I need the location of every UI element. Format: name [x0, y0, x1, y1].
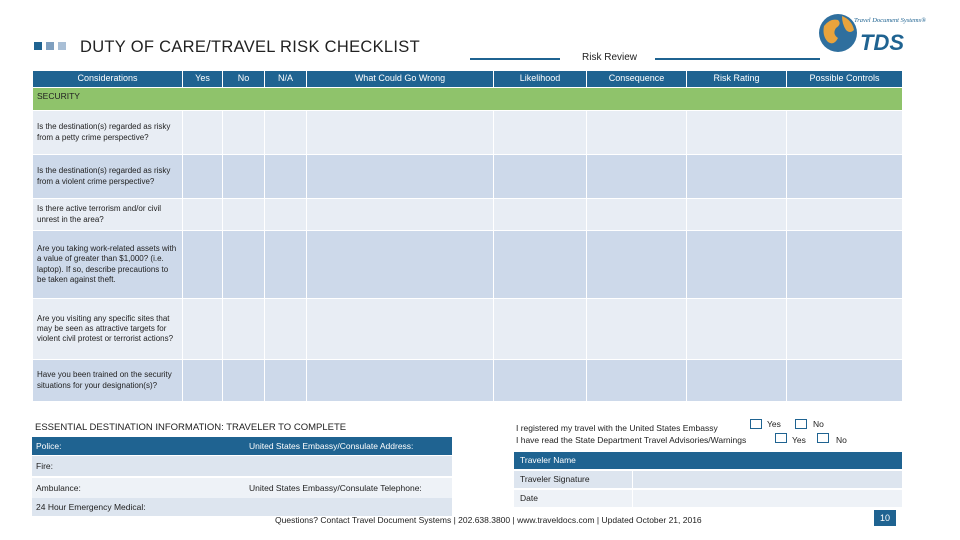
no-cell[interactable]: [223, 155, 265, 199]
question-cell: Are you taking work-related assets with a value of greater than $1,000? (i.e. laptop). If so, describe precautions to be taken against theft.: [33, 231, 183, 299]
col-header-possible-controls: Possible Controls: [787, 71, 903, 88]
advisories-text: I have read the State Department Travel Advisories/Warnings: [516, 435, 747, 445]
yes-cell[interactable]: [183, 231, 223, 299]
page-title: DUTY OF CARE/TRAVEL RISK CHECKLIST: [80, 38, 420, 56]
consequence-cell[interactable]: [587, 199, 687, 231]
registered-yes-checkbox[interactable]: [750, 419, 762, 429]
col-header-yes: Yes: [183, 71, 223, 88]
table-row: [33, 155, 903, 199]
section-label: SECURITY: [33, 88, 903, 111]
na-cell[interactable]: [265, 199, 307, 231]
col-header-considerations: Considerations: [33, 71, 183, 88]
fire-label: Fire:: [36, 461, 53, 471]
title-divider: [470, 58, 560, 60]
what-could-go-wrong-cell[interactable]: [307, 199, 494, 231]
company-logo: [816, 8, 936, 58]
yes-cell[interactable]: [183, 111, 223, 155]
registered-no-checkbox[interactable]: [795, 419, 807, 429]
question-cell: Are you visiting any specific sites that may be seen as attractive targets for violent civil protest or terrorist actions?: [33, 299, 183, 360]
no-cell[interactable]: [223, 299, 265, 360]
advisories-no-label: No: [836, 435, 847, 445]
col-header-no: No: [223, 71, 265, 88]
emergency-medical-label: 24 Hour Emergency Medical:: [36, 502, 146, 512]
question-cell: Is the destination(s) regarded as risky from a petty crime perspective?: [33, 111, 183, 155]
likelihood-cell[interactable]: [494, 231, 587, 299]
traveler-name-field[interactable]: [514, 452, 902, 469]
consequence-cell[interactable]: [587, 155, 687, 199]
na-cell[interactable]: [265, 360, 307, 402]
advisories-no-checkbox[interactable]: [817, 433, 829, 443]
traveler-name-label: Traveler Name: [520, 455, 576, 465]
risk-review-label: Risk Review: [582, 52, 638, 63]
likelihood-cell[interactable]: [494, 111, 587, 155]
ambulance-label: Ambulance:: [36, 483, 81, 493]
risk-rating-cell[interactable]: [687, 360, 787, 402]
registered-embassy-text: I registered my travel with the United States Embassy: [516, 423, 718, 433]
possible-controls-cell[interactable]: [787, 360, 903, 402]
embassy-phone-label: United States Embassy/Consulate Telephone:: [249, 483, 422, 493]
date-field[interactable]: [514, 490, 902, 507]
footer-contact: Questions? Contact Travel Document Systems | 202.638.3800 | www.traveldocs.com | Updated October 21, 2016: [275, 515, 702, 525]
yes-cell[interactable]: [183, 199, 223, 231]
police-label: Police:: [36, 441, 62, 451]
registered-no-label: No: [813, 419, 824, 429]
possible-controls-cell[interactable]: [787, 155, 903, 199]
yes-cell[interactable]: [183, 360, 223, 402]
question-cell: Is the destination(s) regarded as risky from a violent crime perspective?: [33, 155, 183, 199]
consequence-cell[interactable]: [587, 299, 687, 360]
page-number: 10: [874, 510, 896, 526]
risk-rating-cell[interactable]: [687, 199, 787, 231]
likelihood-cell[interactable]: [494, 299, 587, 360]
ambulance-field[interactable]: [32, 478, 452, 498]
embassy-address-label: United States Embassy/Consulate Address:: [249, 441, 414, 451]
date-label: Date: [520, 493, 538, 503]
risk-rating-cell[interactable]: [687, 155, 787, 199]
likelihood-cell[interactable]: [494, 155, 587, 199]
essential-info-title: ESSENTIAL DESTINATION INFORMATION: TRAVELER TO COMPLETE: [35, 422, 347, 433]
emergency-medical-field[interactable]: [32, 498, 452, 516]
traveler-signature-field[interactable]: [514, 471, 902, 488]
col-header-consequence: Consequence: [587, 71, 687, 88]
registered-yes-label: Yes: [767, 419, 781, 429]
table-row: [33, 299, 903, 360]
table-row: [33, 111, 903, 155]
yes-cell[interactable]: [183, 155, 223, 199]
advisories-yes-label: Yes: [792, 435, 806, 445]
possible-controls-cell[interactable]: [787, 231, 903, 299]
table-row: [33, 199, 903, 231]
signature-divider: [632, 471, 633, 507]
what-could-go-wrong-cell[interactable]: [307, 360, 494, 402]
no-cell[interactable]: [223, 231, 265, 299]
col-header-likelihood: Likelihood: [494, 71, 587, 88]
possible-controls-cell[interactable]: [787, 199, 903, 231]
traveler-signature-label: Traveler Signature: [520, 474, 590, 484]
col-header-what-could-go-wrong: What Could Go Wrong: [307, 71, 494, 88]
col-header-risk-rating: Risk Rating: [687, 71, 787, 88]
risk-rating-cell[interactable]: [687, 111, 787, 155]
what-could-go-wrong-cell[interactable]: [307, 111, 494, 155]
likelihood-cell[interactable]: [494, 199, 587, 231]
advisories-yes-checkbox[interactable]: [775, 433, 787, 443]
table-row: [33, 231, 903, 299]
risk-checklist-table: [32, 70, 903, 402]
likelihood-cell[interactable]: [494, 360, 587, 402]
what-could-go-wrong-cell[interactable]: [307, 155, 494, 199]
title-square-icon: [58, 42, 66, 50]
na-cell[interactable]: [265, 155, 307, 199]
possible-controls-cell[interactable]: [787, 111, 903, 155]
what-could-go-wrong-cell[interactable]: [307, 299, 494, 360]
na-cell[interactable]: [265, 111, 307, 155]
risk-rating-cell[interactable]: [687, 299, 787, 360]
col-header-na: N/A: [265, 71, 307, 88]
consequence-cell[interactable]: [587, 111, 687, 155]
yes-cell[interactable]: [183, 299, 223, 360]
question-cell: Is there active terrorism and/or civil unrest in the area?: [33, 199, 183, 231]
fire-field[interactable]: [32, 456, 452, 476]
question-cell: Have you been trained on the security situations for your designation(s)?: [33, 360, 183, 402]
table-row: [33, 360, 903, 402]
risk-review-divider: [655, 58, 820, 60]
possible-controls-cell[interactable]: [787, 299, 903, 360]
consequence-cell[interactable]: [587, 231, 687, 299]
table-header-row: [33, 71, 903, 88]
no-cell[interactable]: [223, 111, 265, 155]
police-field[interactable]: [32, 437, 452, 455]
section-row-security: [33, 88, 903, 111]
no-cell[interactable]: [223, 199, 265, 231]
risk-rating-cell[interactable]: [687, 231, 787, 299]
na-cell[interactable]: [265, 231, 307, 299]
title-square-icon: [34, 42, 42, 50]
consequence-cell[interactable]: [587, 360, 687, 402]
no-cell[interactable]: [223, 360, 265, 402]
logo-tagline: Travel Document Systems®: [854, 17, 927, 24]
what-could-go-wrong-cell[interactable]: [307, 231, 494, 299]
na-cell[interactable]: [265, 299, 307, 360]
title-square-icon: [46, 42, 54, 50]
logo-wordmark: TDS: [860, 30, 904, 55]
